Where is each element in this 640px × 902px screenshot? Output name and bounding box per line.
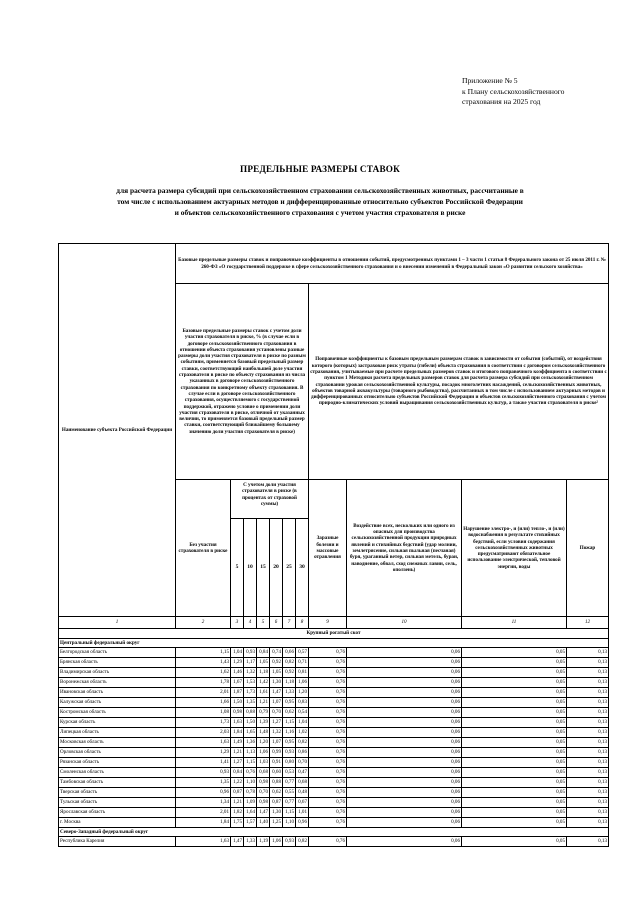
rate-cell: 0,95 — [283, 698, 296, 708]
share-value-4: 25 — [283, 519, 296, 616]
rate-cell: 1,05 — [257, 658, 270, 668]
group-title: Центральный федеральный округ — [59, 639, 609, 648]
table-row — [59, 668, 609, 678]
rate-cell: 0,92 — [270, 658, 283, 668]
rate-cell: 0,76 — [309, 837, 347, 847]
rate-cell: 0,13 — [567, 658, 609, 668]
region-name: Смоленская область — [59, 768, 176, 778]
rates-table — [58, 243, 609, 847]
rate-cell: 1,25 — [270, 818, 283, 828]
rate-cell: 0,84 — [257, 648, 270, 658]
section-title: Крупный рогатый скот — [59, 629, 609, 639]
header-no-participation: Без участия страхователя в риске — [176, 480, 231, 617]
rate-cell: 1,07 — [270, 738, 283, 748]
rate-cell: 0,06 — [347, 698, 462, 708]
rate-cell: 0,82 — [296, 837, 309, 847]
table-row — [59, 728, 609, 738]
rate-cell: 1,47 — [231, 837, 244, 847]
column-number-6: 6 — [270, 617, 283, 629]
rate-cell: 1,01 — [296, 808, 309, 818]
rate-cell: 1,42 — [257, 678, 270, 688]
rate-cell: 1,21 — [257, 698, 270, 708]
table-row — [59, 758, 609, 768]
rate-cell: 0,84 — [231, 768, 244, 778]
share-value-5: 30 — [299, 564, 305, 571]
share-value-0: 5 — [231, 519, 244, 616]
rate-cell: 1,19 — [257, 837, 270, 847]
rate-cell: 0,71 — [296, 658, 309, 668]
rate-cell: 1,27 — [231, 758, 244, 768]
rate-cell: 1,50 — [244, 718, 257, 728]
rate-cell: 1,63 — [176, 837, 231, 847]
rate-cell: 0,13 — [567, 728, 609, 738]
rate-cell: 1,10 — [244, 778, 257, 788]
region-name: Липецкая область — [59, 728, 176, 738]
rate-cell: 1,47 — [257, 808, 270, 818]
rate-cell: 0,76 — [244, 768, 257, 778]
rate-cell: 1,18 — [257, 668, 270, 678]
rate-cell: 1,15 — [244, 758, 257, 768]
rate-cell: 0,76 — [309, 728, 347, 738]
region-name: Калужская область — [59, 698, 176, 708]
column-number-2: 2 — [176, 617, 231, 629]
rate-cell: 0,05 — [462, 688, 567, 698]
rate-cell: 1,04 — [231, 648, 244, 658]
group-row — [59, 828, 609, 837]
header-fire: Пожар — [567, 480, 609, 617]
rate-cell: 0,93 — [283, 748, 296, 758]
table-row — [59, 658, 609, 668]
rate-cell: 0,70 — [296, 758, 309, 768]
rate-cell: 0,76 — [309, 788, 347, 798]
rate-cell: 0,13 — [567, 788, 609, 798]
rate-cell: 0,13 — [567, 688, 609, 698]
rate-cell: 0,06 — [347, 808, 462, 818]
table-row — [59, 748, 609, 758]
rate-cell: 0,13 — [567, 818, 609, 828]
rate-cell: 0,06 — [347, 758, 462, 768]
rate-cell: 0,79 — [257, 708, 270, 718]
header-share-values — [231, 519, 308, 616]
table-row — [59, 837, 609, 847]
rate-cell: 1,75 — [231, 818, 244, 828]
rate-cell: 1,73 — [244, 688, 257, 698]
appendix-line-1: Приложение № 5 — [462, 76, 518, 85]
rate-cell: 0,06 — [347, 648, 462, 658]
rate-cell: 0,82 — [283, 658, 296, 668]
column-numbers-row — [59, 617, 609, 629]
rate-cell: 0,06 — [347, 668, 462, 678]
rate-cell: 0,13 — [567, 798, 609, 808]
header-power-outage: Нарушение электро-, и (или) тепло-, и (или) водоснабжения в результате стихийных бедствий, если условия содержания сельскохозяйственных животных предусматривают обязательное использование электрической, тепловой энергии, воды — [462, 480, 567, 617]
rate-cell: 1,33 — [283, 688, 296, 698]
rate-cell: 0,05 — [462, 718, 567, 728]
rate-cell: 0,76 — [309, 758, 347, 768]
rate-cell: 1,02 — [296, 728, 309, 738]
header-natural-events: Воздействие всех, нескольких или одного из опасных для производства сельскохозяйственной продукции природных явлений и стихийных бедствий (удар молнии, землетрясение, сильная пыльная (песчаная) буря, ураганный ветер, сильная метель, буран, наводнение, обвал, сход снежных лавин, сель, оползень) — [347, 480, 462, 617]
rate-cell: 1,06 — [296, 678, 309, 688]
rate-cell: 0,93 — [283, 837, 296, 847]
rate-cell: 0,47 — [296, 768, 309, 778]
share-value-1: 10 — [244, 519, 257, 616]
rate-cell: 0,06 — [347, 708, 462, 718]
column-number-5: 5 — [257, 617, 270, 629]
rate-cell: 0,70 — [257, 788, 270, 798]
rate-cell: 0,87 — [270, 798, 283, 808]
rate-cell: 0,13 — [567, 758, 609, 768]
rate-cell: 1,32 — [244, 668, 257, 678]
rate-cell: 2,01 — [176, 808, 231, 818]
rate-cell: 0,96 — [296, 818, 309, 828]
table-row — [59, 768, 609, 778]
rate-cell: 0,98 — [257, 778, 270, 788]
rate-cell: 0,06 — [347, 678, 462, 688]
rate-cell: 1,30 — [270, 678, 283, 688]
table-row — [59, 778, 609, 788]
group-row — [59, 639, 609, 648]
header-disease: Заразные болезни и массовые отравления — [309, 480, 347, 617]
appendix-line-2: к Плану сельскохозяйственного — [462, 86, 565, 96]
rate-cell: 1,06 — [257, 748, 270, 758]
rate-cell: 0,13 — [567, 708, 609, 718]
rate-cell: 1,47 — [270, 688, 283, 698]
rate-cell: 1,20 — [257, 738, 270, 748]
rate-cell: 1,34 — [176, 798, 231, 808]
rate-cell: 0,05 — [462, 728, 567, 738]
rate-cell: 0,05 — [462, 768, 567, 778]
rate-cell: 0,05 — [462, 778, 567, 788]
rate-cell: 0,91 — [270, 758, 283, 768]
region-name: Владимирская область — [59, 668, 176, 678]
rate-cell: 1,43 — [176, 658, 231, 668]
rate-cell: 0,99 — [270, 748, 283, 758]
rate-cell: 0,06 — [347, 658, 462, 668]
rate-cell: 1,41 — [176, 758, 231, 768]
rate-cell: 0,76 — [309, 708, 347, 718]
rate-cell: 1,29 — [176, 748, 231, 758]
header-share-label: С учетом доли участия страхователя в риске (в процентах от страховой суммы) — [231, 480, 308, 519]
rate-cell: 0,06 — [347, 837, 462, 847]
rate-cell: 0,05 — [462, 818, 567, 828]
subtitle-line-2: том числе с использованием актуарных методов и дифференцированные относительно субъектов Российской Федерации — [117, 197, 523, 207]
rate-cell: 0,05 — [462, 698, 567, 708]
rate-cell: 0,06 — [347, 728, 462, 738]
rate-cell: 1,36 — [244, 738, 257, 748]
rate-cell: 1,15 — [283, 718, 296, 728]
rate-cell: 1,15 — [176, 648, 231, 658]
rate-cell: 1,82 — [231, 808, 244, 818]
rate-cell: 0,55 — [283, 788, 296, 798]
rate-cell: 0,76 — [309, 698, 347, 708]
table-row — [59, 648, 609, 658]
table-row — [59, 708, 609, 718]
rate-cell: 0,76 — [309, 808, 347, 818]
rate-cell: 0,62 — [283, 708, 296, 718]
rate-cell: 0,77 — [283, 778, 296, 788]
table-row — [59, 698, 609, 708]
rate-cell: 1,05 — [270, 668, 283, 678]
rate-cell: 0,05 — [462, 758, 567, 768]
rate-cell: 0,81 — [296, 668, 309, 678]
rate-cell: 1,16 — [283, 728, 296, 738]
rate-cell: 0,76 — [309, 648, 347, 658]
subtitle-line-1: для расчета размера субсидий при сельскохозяйственном страховании сельскохозяйственных животных, рассчитанные в — [116, 186, 524, 195]
rate-cell: 1,21 — [231, 748, 244, 758]
rate-cell: 0,76 — [309, 748, 347, 758]
rate-cell: 0,76 — [309, 658, 347, 668]
rate-cell: 0,93 — [176, 768, 231, 778]
rate-cell: 0,68 — [296, 778, 309, 788]
rate-cell: 1,84 — [176, 818, 231, 828]
share-value-2: 15 — [257, 519, 270, 616]
subtitle-line-3: и объектов сельскохозяйственного страхования с учетом участия страхователя в риске — [174, 208, 466, 218]
rate-cell: 0,05 — [462, 808, 567, 818]
rate-cell: 1,61 — [257, 688, 270, 698]
rate-cell: 0,76 — [309, 668, 347, 678]
rate-cell: 1,73 — [176, 718, 231, 728]
rate-cell: 0,13 — [567, 837, 609, 847]
rate-cell: 1,87 — [231, 688, 244, 698]
rate-cell: 1,53 — [244, 678, 257, 688]
rate-cell: 1,66 — [176, 698, 231, 708]
rate-cell: 1,48 — [257, 728, 270, 738]
rate-cell: 1,33 — [244, 837, 257, 847]
rate-cell: 0,86 — [296, 748, 309, 758]
region-name: Ивановская область — [59, 688, 176, 698]
rate-cell: 0,05 — [462, 788, 567, 798]
rate-cell: 1,64 — [244, 808, 257, 818]
table-row — [59, 678, 609, 688]
rate-cell: 1,65 — [244, 728, 257, 738]
rate-cell: 0,76 — [309, 678, 347, 688]
rate-cell: 0,96 — [176, 788, 231, 798]
rate-cell: 0,13 — [567, 778, 609, 788]
rate-cell: 0,80 — [283, 758, 296, 768]
rate-cell: 0,05 — [462, 678, 567, 688]
rate-cell: 1,03 — [257, 758, 270, 768]
region-name: Белгородская область — [59, 648, 176, 658]
appendix-line-3: страхования на 2025 год — [462, 97, 541, 106]
rate-cell: 0,05 — [462, 648, 567, 658]
rate-cell: 0,82 — [296, 738, 309, 748]
rate-cell: 1,40 — [257, 818, 270, 828]
rate-cell: 0,05 — [462, 738, 567, 748]
rate-cell: 0,05 — [462, 798, 567, 808]
rate-cell: 0,98 — [257, 798, 270, 808]
rate-cell: 0,06 — [347, 798, 462, 808]
document-title: ПРЕДЕЛЬНЫЕ РАЗМЕРЫ СТАВОК — [239, 164, 401, 174]
rate-cell: 0,76 — [309, 778, 347, 788]
rate-cell: 1,17 — [244, 658, 257, 668]
rate-cell: 0,06 — [347, 778, 462, 788]
rate-cell: 0,67 — [296, 798, 309, 808]
region-name: Рязанская область — [59, 758, 176, 768]
rate-cell: 0,13 — [567, 668, 609, 678]
region-name: Московская область — [59, 738, 176, 748]
rate-cell: 0,13 — [567, 808, 609, 818]
rate-cell: 0,76 — [309, 768, 347, 778]
group-title: Северо-Западный федеральный округ — [59, 828, 609, 837]
rate-cell: 1,06 — [270, 837, 283, 847]
table-row — [59, 808, 609, 818]
column-number-1: 1 — [59, 617, 176, 629]
region-name: Воронежская область — [59, 678, 176, 688]
table-row — [59, 798, 609, 808]
column-number-10: 10 — [347, 617, 462, 629]
rate-cell: 0,06 — [347, 738, 462, 748]
region-name: Костромская область — [59, 708, 176, 718]
table-row — [59, 738, 609, 748]
rate-cell: 0,06 — [347, 748, 462, 758]
rate-cell: 0,76 — [309, 798, 347, 808]
rate-cell: 0,05 — [462, 708, 567, 718]
rate-cell: 0,57 — [296, 648, 309, 658]
rate-cell: 0,13 — [567, 738, 609, 748]
header-coefficients: Поправочные коэффициенты к базовым предельным размерам ставок в зависимости от события (событий), от воздействия которого (которых) застрахован риск утраты (гибели) объекта страхования в соответствии с договором сельскохозяйственного страхования, учитываемые при расчете предельных размеров ставок и итогового поправочного коэффициента в соответствии с пунктом 1 Методики расчета предельных размеров ставок для расчета размера субсидий при сельскохозяйственном страховании урожая сельскохозяйственной культуры, посадок многолетних насаждений, сельскохозяйственных животных, объектов товарной аквакультуры (товарного рыбоводства), рассчитанных в том числе с использованием актуарных методов и дифференцированных относительно субъектов Российской Федерации и объектов сельскохозяйственного страхования с учетом природно-климатических условий выращивания сельскохозяйственных культур, а также участия страхователя в риске² — [309, 284, 609, 480]
rate-cell: 0,66 — [283, 648, 296, 658]
rate-cell: 0,05 — [462, 668, 567, 678]
region-name: Тверская область — [59, 788, 176, 798]
rate-cell: 1,30 — [270, 808, 283, 818]
rate-cell: 0,05 — [462, 748, 567, 758]
document-subtitle — [0, 185, 640, 219]
region-name: Курская область — [59, 718, 176, 728]
rate-cell: 1,46 — [231, 668, 244, 678]
region-name: Орловская область — [59, 748, 176, 758]
rate-cell: 0,93 — [244, 648, 257, 658]
region-name: Тульская область — [59, 798, 176, 808]
rate-cell: 1,62 — [176, 668, 231, 678]
rate-cell: 1,63 — [231, 718, 244, 728]
share-value-3: 20 — [270, 519, 283, 616]
rate-cell: 1,67 — [231, 678, 244, 688]
rate-cell: 1,21 — [231, 798, 244, 808]
column-number-3: 3 — [231, 617, 244, 629]
rate-cell: 0,76 — [309, 718, 347, 728]
rate-cell: 1,35 — [176, 778, 231, 788]
rate-cell: 1,07 — [270, 698, 283, 708]
rate-cell: 0,06 — [347, 788, 462, 798]
rate-cell: 0,54 — [296, 708, 309, 718]
rate-cell: 1,29 — [231, 658, 244, 668]
table-row — [59, 688, 609, 698]
rate-cell: 0,48 — [296, 788, 309, 798]
header-top: Базовые предельные размеры ставок и поправочные коэффициенты в отношении событий, предусмотренных пунктами 1 – 3 части 1 статьи 8 Федерального закона от 25 июля 2011 г. № 260-ФЗ «О государственной поддержке в сфере сельскохозяйственного страхования и о внесении изменений в Федеральный закон «О развитии сельского хозяйства» — [176, 244, 609, 284]
rate-cell: 1,08 — [176, 708, 231, 718]
rate-cell: 0,95 — [283, 738, 296, 748]
rate-cell: 0,78 — [244, 788, 257, 798]
rate-cell: 1,84 — [231, 728, 244, 738]
rate-cell: 2,03 — [176, 728, 231, 738]
rate-cell: 0,13 — [567, 648, 609, 658]
rate-cell: 0,76 — [309, 688, 347, 698]
rate-cell: 0,74 — [270, 648, 283, 658]
rate-cell: 0,88 — [244, 708, 257, 718]
table-row — [59, 718, 609, 728]
rate-cell: 0,05 — [462, 658, 567, 668]
rate-cell: 1,18 — [283, 678, 296, 688]
rate-cell: 0,06 — [347, 768, 462, 778]
column-number-7: 7 — [283, 617, 296, 629]
table-row — [59, 788, 609, 798]
rate-cell: 0,62 — [270, 788, 283, 798]
region-name: Тамбовская область — [59, 778, 176, 788]
column-number-8: 8 — [296, 617, 309, 629]
rate-cell: 0,70 — [270, 708, 283, 718]
rate-cell: 0,13 — [567, 748, 609, 758]
rate-cell: 1,49 — [231, 738, 244, 748]
rate-cell: 0,98 — [231, 708, 244, 718]
rate-cell: 0,05 — [462, 837, 567, 847]
header-share-group — [231, 480, 309, 617]
region-name: Брянская область — [59, 658, 176, 668]
rate-cell: 0,77 — [283, 798, 296, 808]
rate-cell: 0,13 — [567, 698, 609, 708]
rate-cell: 0,83 — [296, 698, 309, 708]
rate-cell: 0,13 — [567, 768, 609, 778]
rate-cell: 1,20 — [296, 688, 309, 698]
rate-cell: 0,76 — [309, 818, 347, 828]
rate-cell: 1,04 — [296, 718, 309, 728]
rate-cell: 2,01 — [176, 688, 231, 698]
rate-cell: 0,88 — [270, 778, 283, 788]
rate-cell: 0,60 — [270, 768, 283, 778]
column-number-11: 11 — [462, 617, 567, 629]
rate-cell: 0,76 — [309, 738, 347, 748]
region-name: г. Москва — [59, 818, 176, 828]
rate-cell: 1,50 — [231, 698, 244, 708]
rate-cell: 0,68 — [257, 768, 270, 778]
column-number-9: 9 — [309, 617, 347, 629]
rate-cell: 0,06 — [347, 718, 462, 728]
section-row — [59, 629, 609, 639]
rate-cell: 1,10 — [283, 818, 296, 828]
rate-cell: 0,06 — [347, 688, 462, 698]
rate-cell: 1,32 — [270, 728, 283, 738]
region-name: Ярославская область — [59, 808, 176, 818]
rate-cell: 1,22 — [231, 778, 244, 788]
rate-cell: 1,15 — [283, 808, 296, 818]
rate-cell: 1,39 — [257, 718, 270, 728]
rate-cell: 0,53 — [283, 768, 296, 778]
rate-cell: 1,27 — [270, 718, 283, 728]
rate-cell: 1,13 — [244, 748, 257, 758]
rate-cell: 0,87 — [231, 788, 244, 798]
rate-cell: 1,63 — [176, 738, 231, 748]
region-name: Республика Карелия — [59, 837, 176, 847]
header-region: Наименование субъекта Российской Федерации — [59, 244, 176, 617]
rate-cell: 0,06 — [347, 818, 462, 828]
rate-cell: 0,92 — [283, 668, 296, 678]
appendix-note — [462, 76, 632, 108]
table-row — [59, 818, 609, 828]
header-base-rates: Базовые предельные размеры ставок с учетом доли участия страхователя в риске, % (в случае если в договоре сельскохозяйственного страхования в отношении объекта страхования установлены разные размеры доли участия страхователя в риске по разным событиям, применяется базовый предельный размер ставки, соответствующий наибольшей доле участия страхователя в риске по объекту страхования из числа указанных в договоре сельскохозяйственного страхования по конкретному объекту страхования. В случае если в договоре сельскохозяйственного страхования, осуществляемого с государственной поддержкой, отражено условие о применении доли участия страхователя в риске, отличной от указанных величин, то применяется базовый предельный размер ставки, соответствующий ближайшему большему значению доли участия страхователя в риске) — [176, 284, 309, 480]
rate-cell: 0,13 — [567, 678, 609, 688]
rate-cell: 1,78 — [176, 678, 231, 688]
rate-cell: 1,57 — [244, 818, 257, 828]
column-number-12: 12 — [567, 617, 609, 629]
column-number-4: 4 — [244, 617, 257, 629]
rate-cell: 0,13 — [567, 718, 609, 728]
rate-cell: 1,35 — [244, 698, 257, 708]
rate-cell: 1,09 — [244, 798, 257, 808]
